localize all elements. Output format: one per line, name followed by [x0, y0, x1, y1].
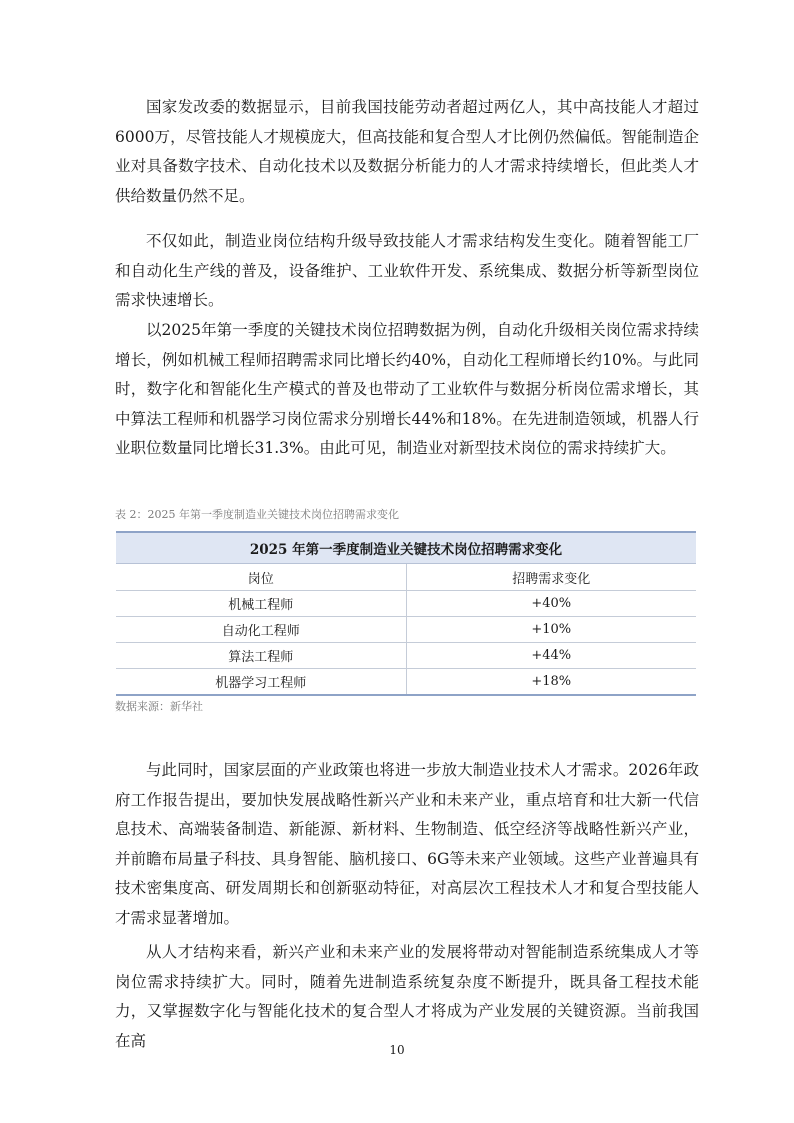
cell-position: 自动化工程师: [116, 617, 406, 643]
cell-position: 机器学习工程师: [116, 669, 406, 696]
cell-change: +10%: [406, 617, 696, 643]
paragraph-3: 以2025年第一季度的关键技术岗位招聘数据为例，自动化升级相关岗位需求持续增长，例如机械工程师招聘需求同比增长约40%，自动化工程师增长约10%。与此同时，数字化和智能化生产模式的普及也带动了工业软件与数据分析岗位需求增长，其中算法工程师和机器学习岗位需求分别增长44%和18%。在先进制造领域，机器人行业职位数量同比增长31.3%。由此可见，制造业对新型技术岗位的需求持续扩大。: [115, 321, 699, 458]
table-caption: 表 2：2025 年第一季度制造业关键技术岗位招聘需求变化: [115, 508, 399, 521]
paragraph-1: 国家发改委的数据显示，目前我国技能劳动者超过两亿人，其中高技能人才超过6000万，尽管技能人才规模庞大，但高技能和复合型人才比例仍然偏低。智能制造企业对具备数字技术、自动化技术以及数据分析能力的人才需求持续增长，但此类人才供给数量仍然不足。: [115, 98, 699, 205]
table-title: 2025 年第一季度制造业关键技术岗位招聘需求变化: [116, 532, 696, 564]
recruitment-table: [116, 531, 696, 696]
cell-position: 算法工程师: [116, 643, 406, 669]
paragraph-5: 从人才结构来看，新兴产业和未来产业的发展将带动对智能制造系统集成人才等岗位需求持续扩大。同时，随着先进制造系统复杂度不断提升，既具备工程技术能力，又掌握数字化与智能化技术的复合型人才将成为产业发展的关键资源。当前我国在高: [115, 943, 699, 1050]
cell-change: +18%: [406, 669, 696, 696]
column-header-change: 招聘需求变化: [406, 564, 696, 591]
column-header-position: 岗位: [116, 564, 406, 591]
table-row: [116, 643, 696, 669]
cell-position: 机械工程师: [116, 591, 406, 617]
paragraph-4: 与此同时，国家层面的产业政策也将进一步放大制造业技术人才需求。2026年政府工作报告提出，要加快发展战略性新兴产业和未来产业，重点培育和壮大新一代信息技术、高端装备制造、新能源、新材料、生物制造、低空经济等战略性新兴产业，并前瞻布局量子科技、具身智能、脑机接口、6G等未来产业领域。这些产业普遍具有技术密集度高、研发周期长和创新驱动特征，对高层次工程技术人才和复合型技能人才需求显著增加。: [115, 761, 699, 927]
table-row: [116, 617, 696, 643]
table-header-row: [116, 564, 696, 591]
paragraph-2: 不仅如此，制造业岗位结构升级导致技能人才需求结构发生变化。随着智能工厂和自动化生产线的普及，设备维护、工业软件开发、系统集成、数据分析等新型岗位需求快速增长。: [115, 232, 699, 310]
page-number: 10: [389, 1043, 405, 1057]
cell-change: +44%: [406, 643, 696, 669]
table-row: [116, 669, 696, 696]
data-source-note: 数据来源：新华社: [115, 700, 203, 713]
cell-change: +40%: [406, 591, 696, 617]
table-row: [116, 591, 696, 617]
